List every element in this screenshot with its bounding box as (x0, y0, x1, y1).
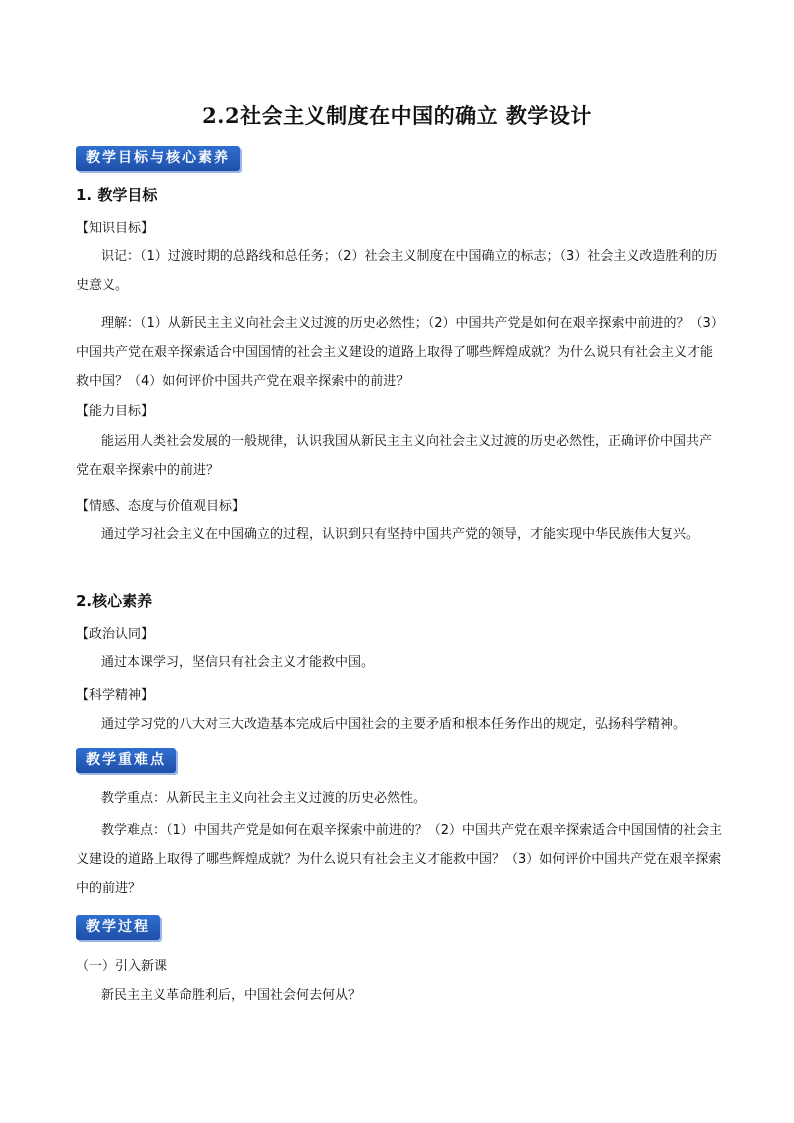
label-scientific-spirit: 【科学精神】 (76, 688, 155, 703)
para-key-point: 教学重点：从新民主主义向社会主义过渡的历史必然性。 (101, 791, 427, 806)
badge-teaching-process: 教学过程 (76, 915, 160, 940)
label-political-identity: 【政治认同】 (76, 627, 155, 642)
para-ability: 能运用人类社会发展的一般规律，认识我国从新民主主义向社会主义过渡的历史必然性，正确评价中国共产党在艰辛探索中的前进？ (76, 434, 713, 478)
para-understand: 理解：（1）从新民主主义向社会主义过渡的历史必然性；（2）中国共产党是如何在艰辛探索中前进的？（3）中国共产党在艰辛探索适合中国国情的社会主义建设的道路上取得了哪些辉煌成就？为什么说只有社会主义才能救中国？（4）如何评价中国共产党在艰辛探索中的前进？ (76, 316, 724, 389)
para-recall: 识记：（1）过渡时期的总路线和总任务；（2）社会主义制度在中国确立的标志；（3）社会主义改造胜利的历史意义。 (76, 249, 718, 293)
label-ability-goals: 【能力目标】 (76, 404, 155, 419)
para-difficult-point: 教学难点：（1）中国共产党是如何在艰辛探索中前进的？（2）中国共产党在艰辛探索适合中国国情的社会主义建设的道路上取得了哪些辉煌成就？为什么说只有社会主义才能救中国？（3）如何评价中国共产党在艰辛探索中的前进？ (76, 823, 723, 896)
badge-teaching-goals: 教学目标与核心素养 (76, 146, 240, 171)
para-political: 通过本课学习，坚信只有社会主义才能救中国。 (101, 655, 375, 670)
para-science: 通过学习党的八大对三大改造基本完成后中国社会的主要矛盾和根本任务作出的规定，弘扬科学精神。 (101, 717, 687, 732)
label-knowledge-goals: 【知识目标】 (76, 221, 155, 236)
para-introduction: 新民主主义革命胜利后，中国社会何去何从？ (101, 988, 362, 1003)
heading-teaching-goals: 1. 教学目标 (76, 186, 158, 204)
badge-key-difficult-points: 教学重难点 (76, 748, 176, 773)
para-emotion: 通过学习社会主义在中国确立的过程，认识到只有坚持中国共产党的领导，才能实现中华民族伟大复兴。 (101, 527, 700, 542)
heading-core-literacy: 2.核心素养 (76, 592, 153, 610)
step-introduction: （一）引入新课 (76, 959, 168, 974)
page-title: 2.2社会主义制度在中国的确立 教学设计 (202, 103, 592, 128)
label-emotion-goals: 【情感、态度与价值观目标】 (76, 499, 246, 514)
